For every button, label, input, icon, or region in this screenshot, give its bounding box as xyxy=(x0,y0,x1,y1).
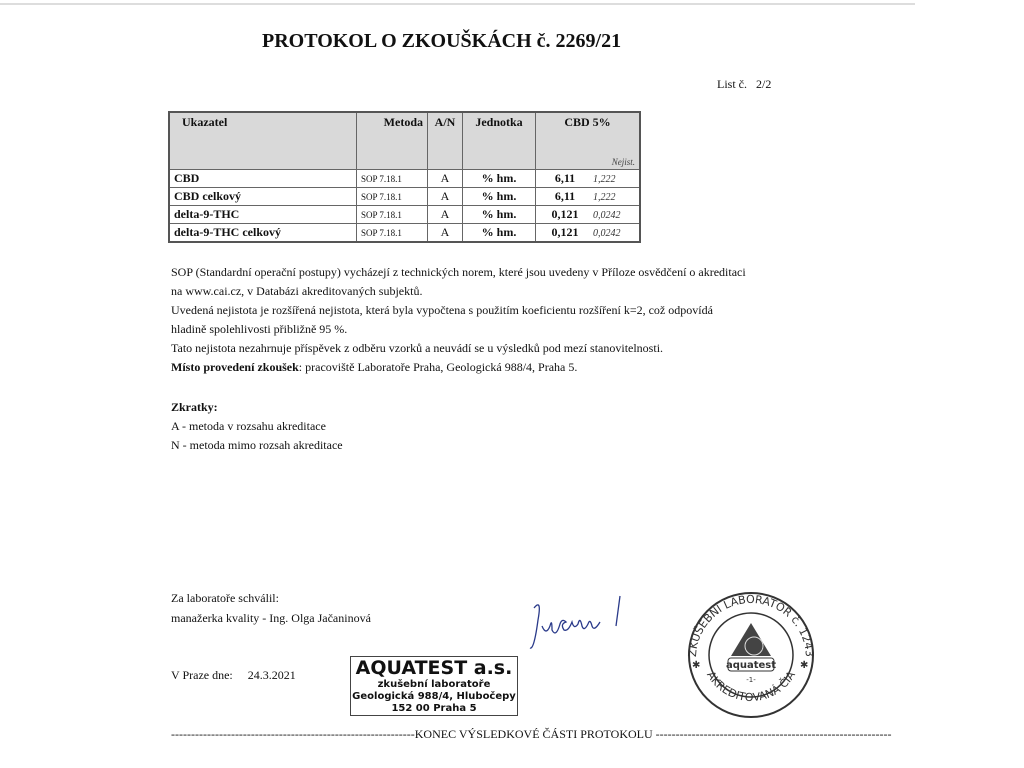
table-row xyxy=(169,188,640,206)
test-location-label: Místo provedení zkoušek xyxy=(171,360,299,374)
cell-indicator: delta-9-THC xyxy=(169,206,357,224)
note-line: SOP (Standardní operační postupy) vycházejí z technických norem, které jsou uvedeny v Příloze osvědčení o akreditaci xyxy=(171,265,746,279)
abbrev-n: N - metoda mimo rozsah akreditace xyxy=(171,438,343,452)
seal-logo-icon xyxy=(731,623,771,656)
cell-uncertainty: 1,222 xyxy=(593,192,616,203)
cell-an: A xyxy=(428,188,463,206)
cell-method: SOP 7.18.1 xyxy=(357,188,428,206)
cell-result xyxy=(536,170,641,188)
table-row xyxy=(169,224,640,243)
cell-result xyxy=(536,188,641,206)
end-of-results-text: KONEC VÝSLEDKOVÉ ČÁSTI PROTOKOLU xyxy=(414,727,653,741)
svg-text:✱: ✱ xyxy=(692,660,701,671)
results-table xyxy=(168,111,641,243)
table-row xyxy=(169,206,640,224)
cell-result xyxy=(536,224,641,243)
note-line: hladině spolehlivosti přibližně 95 %. xyxy=(171,322,348,336)
header-an: A/N xyxy=(428,112,463,170)
cell-an: A xyxy=(428,206,463,224)
seal-top-text: ZKUŠEBNÍ LABORATOŘ č. 1243 xyxy=(685,592,817,658)
page-title: PROTOKOL O ZKOUŠKÁCH č. 2269/21 xyxy=(262,30,622,52)
cell-method: SOP 7.18.1 xyxy=(357,206,428,224)
abbrev-a: A - metoda v rozsahu akreditace xyxy=(171,419,326,433)
abbreviations xyxy=(171,398,343,455)
abbrev-title: Zkratky: xyxy=(171,400,218,414)
svg-text:✱: ✱ xyxy=(800,660,809,671)
stamp-line: zkušební laboratoře xyxy=(377,679,491,690)
cell-unit: % hm. xyxy=(463,188,536,206)
cell-unit: % hm. xyxy=(463,170,536,188)
cell-uncertainty: 0,0242 xyxy=(593,228,621,239)
date-line xyxy=(171,666,296,685)
table-row xyxy=(169,170,640,188)
cell-indicator: CBD xyxy=(169,170,357,188)
header-indicator: Ukazatel xyxy=(169,112,357,170)
note-line: Tato nejistota nezahrnuje příspěvek z odběru vzorků a neuvádí se u výsledků pod mezí stanovitelnosti. xyxy=(171,341,664,355)
approver: manažerka kvality - Ing. Olga Jačaninová xyxy=(171,611,371,625)
table-header xyxy=(169,112,640,170)
header-uncertainty: Nejist. xyxy=(611,157,635,167)
header-sample-label: CBD 5% xyxy=(564,115,611,129)
cell-unit: % hm. xyxy=(463,206,536,224)
sheet-number xyxy=(717,77,771,92)
test-location xyxy=(171,358,746,377)
cell-indicator: delta-9-THC celkový xyxy=(169,224,357,243)
approval-label: Za laboratoře schválil: xyxy=(171,591,279,605)
cell-an: A xyxy=(428,224,463,243)
seal-brand: aquatest xyxy=(725,660,777,671)
seal-number: -1- xyxy=(746,676,756,684)
seal-bottom-text: AKREDITOVANÁ ČIA xyxy=(704,668,798,705)
note-line: na www.cai.cz, v Databázi akreditovaných subjektů. xyxy=(171,284,423,298)
note-line: Uvedená nejistota je rozšířená nejistota, která byla vypočtena s použitím koeficientu rozšíření k=2, což odpovídá xyxy=(171,303,713,317)
test-location-value: : pracoviště Laboratoře Praha, Geologická 988/4, Praha 5. xyxy=(298,360,578,374)
end-of-results-line: -------------------------------------------------------------KONEC VÝSLEDKOVÉ ČÁSTI PROTOKOLU ----------------------------------------------------------- xyxy=(171,727,892,741)
cell-result xyxy=(536,206,641,224)
accreditation-seal xyxy=(676,588,826,718)
cell-indicator: CBD celkový xyxy=(169,188,357,206)
date-value: 24.3.2021 xyxy=(247,668,296,682)
signature xyxy=(520,590,640,660)
cell-value: 0,121 xyxy=(551,207,579,221)
sheet-value: 2/2 xyxy=(756,77,772,91)
header-unit: Jednotka xyxy=(463,112,536,170)
cell-value: 6,11 xyxy=(554,189,576,203)
cell-method: SOP 7.18.1 xyxy=(357,170,428,188)
cell-uncertainty: 1,222 xyxy=(593,174,616,185)
cell-value: 0,121 xyxy=(551,225,579,239)
cell-uncertainty: 0,0242 xyxy=(593,210,621,221)
cell-an: A xyxy=(428,170,463,188)
header-sample xyxy=(536,112,641,170)
cell-unit: % hm. xyxy=(463,224,536,243)
notes xyxy=(171,263,746,377)
cell-value: 6,11 xyxy=(554,171,576,185)
svg-text:AKREDITOVANÁ ČIA xyxy=(704,669,798,705)
company-stamp xyxy=(350,656,518,716)
date-label: V Praze dne: xyxy=(171,668,233,682)
stamp-line: Geologická 988/4, Hlubočepy xyxy=(352,691,516,702)
stamp-name: AQUATEST a.s. xyxy=(355,657,513,679)
cell-method: SOP 7.18.1 xyxy=(357,224,428,243)
header-method: Metoda xyxy=(357,112,428,170)
sheet-label: List č. xyxy=(717,77,747,91)
stamp-line: 152 00 Praha 5 xyxy=(391,703,477,714)
page-top-edge xyxy=(0,3,915,5)
